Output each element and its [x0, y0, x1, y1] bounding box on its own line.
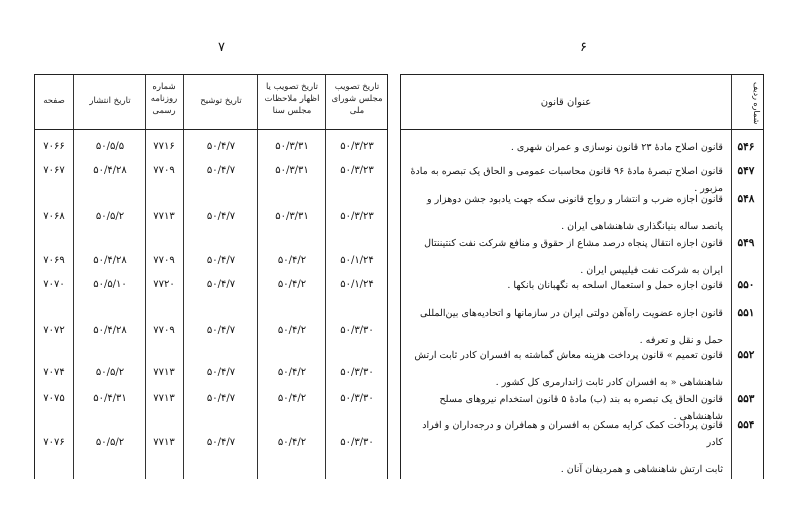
signing-date-cell: ۵۰/۴/۷	[206, 255, 236, 266]
publication-date-cell: ۵۰/۴/۲۸	[93, 255, 127, 266]
senate-date-cell: ۵۰/۳/۳۱	[275, 141, 309, 152]
gazette-number-cell: ۷۷۱۳	[153, 393, 175, 404]
senate-date-cell: ۵۰/۳/۳۱	[275, 165, 309, 176]
signing-date-cell: ۵۰/۴/۷	[206, 393, 236, 404]
row-number-cell: ۵۴۹	[737, 237, 755, 249]
gazette-number-cell: ۷۷۱۳	[153, 437, 175, 448]
page-cell: ۷۰۶۸	[43, 211, 65, 222]
header-gazette-number: شماره روزنامه رسمی	[150, 82, 178, 116]
signing-date-cell: ۵۰/۴/۷	[206, 279, 236, 290]
gazette-number-cell: ۷۷۰۹	[153, 325, 175, 336]
publication-date-cell: ۵۰/۵/۵	[95, 141, 125, 152]
page-cell: ۷۰۶۶	[43, 141, 65, 152]
publication-date-cell: ۵۰/۵/۲	[95, 367, 125, 378]
majlis-date-cell: ۵۰/۳/۲۳	[340, 141, 374, 152]
law-title-line: حمل و نقل و تعرفه .	[639, 335, 723, 346]
gazette-number-cell: ۷۷۰۹	[153, 255, 175, 266]
header-law-title: عنوان قانون	[540, 97, 592, 108]
header-row-number: شماره ردیف	[752, 81, 761, 125]
majlis-date-cell: ۵۰/۳/۳۰	[340, 437, 374, 448]
row-number-cell: ۵۴۶	[737, 141, 755, 153]
senate-date-cell: ۵۰/۴/۲	[277, 255, 307, 266]
left-table-panel	[34, 74, 388, 479]
senate-date-cell: ۵۰/۴/۲	[277, 393, 307, 404]
majlis-date-cell: ۵۰/۳/۲۳	[340, 211, 374, 222]
gazette-number-cell: ۷۷۰۹	[153, 165, 175, 176]
majlis-date-cell: ۵۰/۳/۳۰	[340, 393, 374, 404]
publication-date-cell: ۵۰/۵/۲	[95, 437, 125, 448]
page-cell: ۷۰۷۴	[43, 367, 65, 378]
majlis-date-cell: ۵۰/۳/۳۰	[340, 367, 374, 378]
row-number-cell: ۵۴۷	[737, 165, 755, 177]
law-title-line: قانون پرداخت کمک کرایه مسکن به افسران و همافران و درجه‌داران و افراد کادر	[422, 420, 723, 448]
page-cell: ۷۰۷۰	[43, 279, 65, 290]
senate-date-cell: ۵۰/۴/۲	[277, 325, 307, 336]
law-title-cell	[403, 139, 723, 156]
signing-date-cell: ۵۰/۴/۷	[206, 325, 236, 336]
law-title-line: قانون تعمیم » قانون پرداخت هزینه معاش گماشته به افسران کادر ثابت ارتش	[414, 350, 723, 361]
page-cell: ۷۰۶۹	[43, 255, 65, 266]
law-title-line: قانون اجازه انتقال پنجاه درصد مشاع از حقوق و منافع شرکت نفت کنتیننتال	[424, 238, 723, 249]
law-title-cell	[403, 417, 723, 478]
page-cell: ۷۰۷۶	[43, 437, 65, 448]
header-publication: تاریخ انتشار	[89, 96, 131, 106]
law-title-cell	[403, 235, 723, 279]
signing-date-cell: ۵۰/۴/۷	[206, 367, 236, 378]
law-title-line: قانون اصلاح مادهٔ ۲۳ قانون نوسازی و عمران شهری .	[510, 142, 723, 153]
law-title-line: قانون اصلاح تبصرهٔ مادهٔ ۹۶ قانون محاسبات عمومی و الحاق یک تبصره به مادهٔ مزبور .	[410, 166, 723, 194]
law-title-line: قانون اجازه حمل و استعمال اسلحه به نگهبانان بانکها .	[507, 280, 723, 291]
page-cell: ۷۰۷۵	[43, 393, 65, 404]
row-number-cell: ۵۵۴	[737, 419, 755, 431]
publication-date-cell: ۵۰/۴/۲۸	[93, 325, 127, 336]
row-number-cell: ۵۴۸	[737, 193, 755, 205]
page-number-left: ۷	[218, 40, 225, 55]
row-number-cell: ۵۵۳	[737, 393, 755, 405]
row-number-cell: ۵۵۱	[737, 307, 755, 319]
law-title-cell	[403, 191, 723, 235]
majlis-date-cell: ۵۰/۱/۲۴	[340, 279, 374, 290]
publication-date-cell: ۵۰/۴/۳۱	[93, 393, 127, 404]
law-title-line: شاهنشاهی « به افسران کادر ثابت ژاندارمری کل کشور .	[495, 377, 723, 388]
signing-date-cell: ۵۰/۴/۷	[206, 437, 236, 448]
majlis-date-cell: ۵۰/۱/۲۴	[340, 255, 374, 266]
row-number-cell: ۵۵۲	[737, 349, 755, 361]
law-title-line: پانصد ساله بنیانگذاری شاهنشاهی ایران .	[561, 221, 723, 232]
majlis-date-cell: ۵۰/۳/۳۰	[340, 325, 374, 336]
senate-date-cell: ۵۰/۴/۲	[277, 279, 307, 290]
signing-date-cell: ۵۰/۴/۷	[206, 165, 236, 176]
senate-date-cell: ۵۰/۳/۳۱	[275, 211, 309, 222]
gazette-number-cell: ۷۷۱۳	[153, 211, 175, 222]
header-approval-senate: تاریخ تصویب یا اظهار ملاحظات مجلس سنا	[264, 82, 320, 116]
header-approval-majlis: تاریخ تصویب مجلس شورای ملی	[331, 82, 383, 116]
law-title-cell	[403, 305, 723, 349]
signing-date-cell: ۵۰/۴/۷	[206, 211, 236, 222]
publication-date-cell: ۵۰/۵/۲	[95, 211, 125, 222]
law-title-line: ثابت ارتش شاهنشاهی و همردیفان آنان .	[560, 464, 723, 475]
header-signing: تاریخ توشیح	[200, 96, 242, 106]
gazette-number-cell: ۷۷۲۰	[153, 279, 175, 290]
signing-date-cell: ۵۰/۴/۷	[206, 141, 236, 152]
publication-date-cell: ۵۰/۵/۱۰	[93, 279, 127, 290]
law-title-line: ایران به شرکت نفت فیلیپس ایران .	[580, 265, 723, 276]
majlis-date-cell: ۵۰/۳/۲۳	[340, 165, 374, 176]
right-table-panel	[400, 74, 764, 479]
law-title-line: قانون اجازه ضرب و انتشار و رواج قانونی سکه جهت یادبود جشن دوهزار و	[426, 194, 723, 205]
page-cell: ۷۰۷۲	[43, 325, 65, 336]
law-title-cell	[403, 347, 723, 391]
row-number-cell: ۵۵۰	[737, 279, 755, 291]
header-page: صفحه	[43, 96, 65, 106]
page-cell: ۷۰۶۷	[43, 165, 65, 176]
page-number-right: ۶	[580, 40, 587, 55]
senate-date-cell: ۵۰/۴/۲	[277, 437, 307, 448]
gazette-number-cell: ۷۷۱۶	[153, 141, 175, 152]
law-title-cell	[403, 277, 723, 294]
law-title-line: قانون الحاق یک تبصره به بند (ب) مادهٔ ۵ قانون استخدام نیروهای مسلح شاهنشاهی .	[439, 394, 723, 422]
senate-date-cell: ۵۰/۴/۲	[277, 367, 307, 378]
law-title-line: قانون اجازه عضویت راه‌آهن دولتی ایران در سازمانها و اتحادیه‌های بین‌المللی	[420, 308, 723, 319]
gazette-number-cell: ۷۷۱۳	[153, 367, 175, 378]
publication-date-cell: ۵۰/۴/۲۸	[93, 165, 127, 176]
